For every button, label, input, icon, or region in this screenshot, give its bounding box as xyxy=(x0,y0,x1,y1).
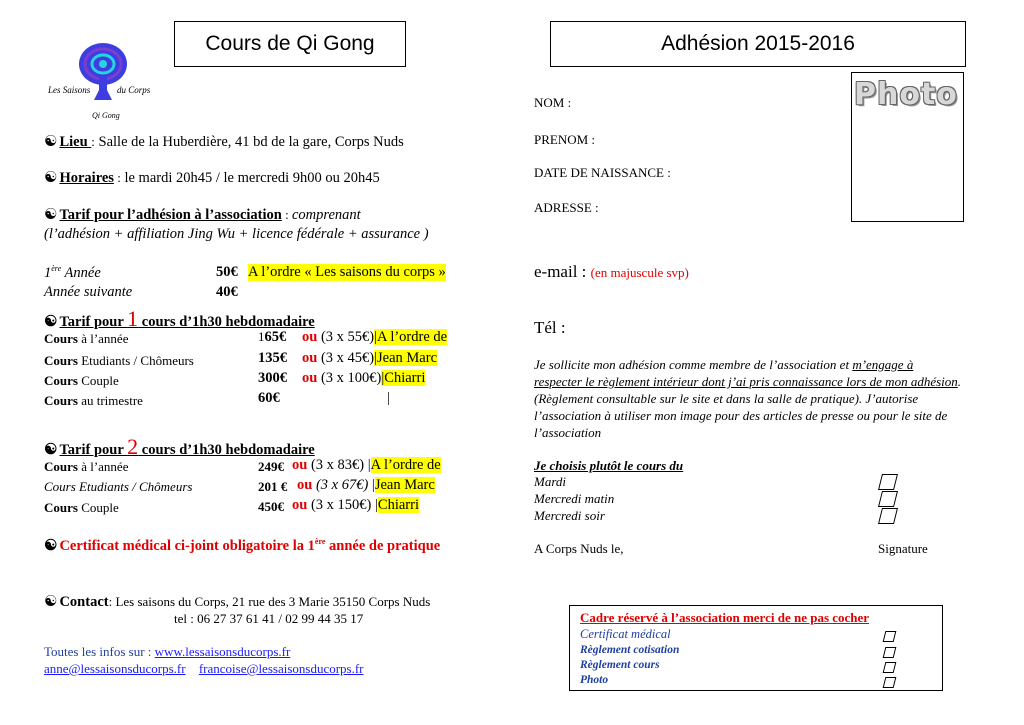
row-price: 60€ xyxy=(258,390,280,406)
row-order: |A l’ordre de xyxy=(374,329,448,345)
checkbox-mercredi-soir[interactable] xyxy=(878,508,898,524)
reserve-title: Cadre réservé à l’association merci de ne pas cocher xyxy=(580,610,870,625)
row-split: (3 x 150€) xyxy=(307,497,372,513)
yin-yang-icon: ☯ xyxy=(44,207,58,223)
table-row xyxy=(44,458,128,476)
declaration-part1: Je sollicite mon adhésion comme membre de l’association et xyxy=(534,357,853,372)
tarif2-num: 2 xyxy=(127,434,139,459)
row-label: Couple xyxy=(77,373,119,388)
row-order: Chiarri xyxy=(377,497,419,513)
reserve-checkbox xyxy=(883,662,897,673)
annee1-suffix: Année xyxy=(61,264,101,281)
tarif2-heading xyxy=(44,434,315,460)
row-price: 201 € xyxy=(258,479,288,494)
nom-field[interactable]: NOM : xyxy=(534,95,572,110)
row-label: Couple xyxy=(77,500,119,515)
lieu-colon: : xyxy=(91,134,95,149)
declaration-engage: m’engage à respecter le règlement intérieur dont j’ai pris connaissance lors de mon adhésion xyxy=(534,357,958,389)
right-title-box xyxy=(550,21,966,67)
table-row-ou: ou (3 x 150€) |Chiarri xyxy=(292,497,419,513)
email-anne-link[interactable]: anne@lessaisonsducorps.fr xyxy=(44,661,186,676)
row-ou: ou xyxy=(302,329,318,345)
tarif2-pre: Tarif pour xyxy=(59,442,128,458)
prenom-field[interactable]: PRENOM : xyxy=(534,132,596,147)
logo-text-line3: Qi Gong xyxy=(92,111,120,120)
date-naissance-field[interactable]: DATE DE NAISSANCE : xyxy=(534,165,671,180)
reserve-box xyxy=(569,605,943,691)
row-price: 135€ xyxy=(258,350,287,366)
annee1-prefix: 1 xyxy=(44,264,52,281)
table-row-ou: ou (3 x 83€) |A l’ordre de xyxy=(292,457,441,473)
reserve-item: Certificat médical xyxy=(580,627,671,641)
checkbox-mercredi-matin[interactable] xyxy=(878,491,898,507)
row-label: au trimestre xyxy=(77,393,143,408)
choix-mercredi-soir: Mercredi soir xyxy=(534,508,605,523)
declaration-text xyxy=(534,356,964,441)
yin-yang-icon: ☯ xyxy=(44,170,58,186)
row-cours: Cours xyxy=(44,373,78,388)
lieu-text: Salle de la Huberdière, 41 bd de la gare, Corps Nuds xyxy=(94,134,404,150)
infos-label: Toutes les infos sur : xyxy=(44,644,155,659)
row-split: (3 x 100€) xyxy=(317,370,382,386)
table-row-ou xyxy=(302,370,425,387)
declaration-part2: . (Règlement consultable sur le site et dans la salle de pratique). J’autorise l’association à utiliser mon image pour des articles de presse ou pour le site de l’association xyxy=(534,374,962,440)
row-price: 450€ xyxy=(258,499,284,514)
row-order: |Jean Marc xyxy=(374,350,438,366)
reserve-checkbox xyxy=(883,677,897,688)
table-row xyxy=(44,352,194,370)
left-title-box xyxy=(174,21,406,67)
table-row-ou: ou (3 x 67€) |Jean Marc xyxy=(297,477,435,493)
row-cours: Cours Etudiants / Chômeurs xyxy=(44,479,193,494)
reserve-item: Règlement cotisation xyxy=(580,644,680,656)
annee1-price: 50€ xyxy=(216,264,238,280)
yin-yang-icon: ☯ xyxy=(44,537,58,554)
reserve-item: Photo xyxy=(580,674,609,686)
row-ou: ou xyxy=(302,370,318,386)
tarif-adhesion-detail: (l’adhésion + affiliation Jing Wu + licence fédérale + assurance ) xyxy=(44,226,429,242)
table-row-ou xyxy=(302,329,447,346)
tarif-adhesion-comprenant: comprenant xyxy=(291,207,361,223)
checkbox-mardi[interactable] xyxy=(878,474,898,490)
emails-line xyxy=(44,661,364,677)
lieu-date-line: A Corps Nuds le, xyxy=(534,541,624,556)
row-order: |Chiarri xyxy=(381,370,426,386)
infos-url-link[interactable]: www.lessaisonsducorps.fr xyxy=(154,644,291,659)
row-cours: Cours xyxy=(44,353,78,368)
row-split: (3 x 83€) xyxy=(307,457,365,473)
yin-yang-icon: ☯ xyxy=(44,134,58,150)
row-cours: Cours xyxy=(44,393,78,408)
logo-text-line2: du Corps xyxy=(117,85,151,95)
row-label: à l’année xyxy=(77,331,129,346)
right-title: Adhésion 2015-2016 xyxy=(661,32,855,55)
contact-text: : Les saisons du Corps, 21 rue des 3 Marie 35150 Corps Nuds xyxy=(108,594,431,609)
choix-mercredi-matin: Mercredi matin xyxy=(534,491,615,506)
horaires-line xyxy=(44,168,380,187)
horaires-label: Horaires xyxy=(59,170,114,186)
tarif1-pre: Tarif pour xyxy=(59,314,128,330)
choix-title: Je choisis plutôt le cours du xyxy=(534,458,684,473)
reserve-item: Règlement cours xyxy=(580,659,660,671)
annee1-sup: ère xyxy=(51,264,62,273)
table-row-price xyxy=(258,370,287,387)
table-row-price xyxy=(258,390,280,407)
row-price: 65€ xyxy=(264,329,287,345)
row-order: A l’ordre de xyxy=(370,457,441,473)
yin-yang-icon: ☯ xyxy=(44,442,58,458)
tel-field[interactable]: Tél : xyxy=(534,318,566,337)
annee1-row xyxy=(44,264,101,282)
certificat-medical xyxy=(44,532,464,556)
certif-sup: ère xyxy=(314,537,326,546)
annee-suivante: Année suivante xyxy=(44,284,133,300)
table-row xyxy=(44,499,119,517)
infos-line xyxy=(44,644,290,660)
tarif-adhesion-label: Tarif pour l’adhésion à l’association xyxy=(59,207,282,223)
annee-suivante-price: 40€ xyxy=(216,284,238,300)
horaires-text: le mardi 20h45 / le mercredi 9h00 ou 20h45 xyxy=(120,170,380,186)
table-row xyxy=(44,330,128,348)
photo-box xyxy=(851,72,964,222)
row-cours: Cours xyxy=(44,331,78,346)
row-label: à l’année xyxy=(77,459,129,474)
row-order: | xyxy=(387,390,390,406)
email-note: (en majuscule svp) xyxy=(590,265,689,280)
horaires-colon: : xyxy=(113,170,121,185)
table-row-bar xyxy=(387,390,390,407)
yin-yang-icon: ☯ xyxy=(44,594,58,610)
row-ou: ou xyxy=(292,497,308,513)
row-cours: Cours xyxy=(44,500,78,515)
table-row xyxy=(44,372,119,390)
row-order: Jean Marc xyxy=(374,477,435,493)
email-label: e-mail : xyxy=(534,262,591,281)
signature-label: Signature xyxy=(878,541,928,556)
email-field[interactable] xyxy=(534,262,689,282)
row-price: 249€ xyxy=(258,459,284,474)
row-label: Etudiants / Chômeurs xyxy=(77,353,194,368)
row-cours: Cours xyxy=(44,459,78,474)
tarif-adhesion xyxy=(44,205,444,244)
table-row xyxy=(44,392,143,410)
lieu-line xyxy=(44,132,404,151)
tarif1-num: 1 xyxy=(127,306,139,331)
certif-pre: Certificat médical ci-joint obligatoire la 1 xyxy=(59,537,315,554)
row-ou: ou xyxy=(297,477,313,493)
row-ou: ou xyxy=(302,350,318,366)
choix-mardi: Mardi xyxy=(534,474,567,489)
contact-tel: tel : 06 27 37 61 41 / 02 99 44 35 17 xyxy=(174,611,364,626)
contact-line xyxy=(44,592,430,611)
tarif2-post: cours d’1h30 hebdomadaire xyxy=(138,442,315,458)
row-price: 300€ xyxy=(258,370,287,386)
photo-label: Photo xyxy=(854,77,958,112)
reserve-checkbox xyxy=(883,647,897,658)
tarif1-post: cours d’1h30 hebdomadaire xyxy=(138,314,315,330)
yin-yang-icon: ☯ xyxy=(44,314,58,330)
table-row-ou xyxy=(302,350,437,367)
annee1-order: A l’ordre « Les saisons du corps » xyxy=(248,264,446,280)
email-francoise-link[interactable]: francoise@lessaisonsducorps.fr xyxy=(198,661,364,676)
logo xyxy=(44,40,164,124)
row-ou: ou xyxy=(292,457,308,473)
logo-text-line1: Les Saisons xyxy=(48,85,91,95)
table-row-price xyxy=(258,329,286,346)
row-split: (3 x 45€) xyxy=(317,350,375,366)
adresse-field[interactable]: ADRESSE : xyxy=(534,200,599,215)
lieu-label: Lieu xyxy=(59,134,92,150)
table-row-price xyxy=(258,350,287,367)
contact-label: Contact xyxy=(59,594,109,610)
tarif-adhesion-sep: : xyxy=(281,207,292,222)
row-price-pre: 1 xyxy=(258,329,265,344)
row-split: (3 x 55€) xyxy=(317,329,375,345)
row-split: (3 x 67€) xyxy=(312,477,369,493)
left-title: Cours de Qi Gong xyxy=(205,32,375,55)
reserve-checkbox xyxy=(883,631,897,642)
certif-post: année de pratique xyxy=(325,537,441,554)
